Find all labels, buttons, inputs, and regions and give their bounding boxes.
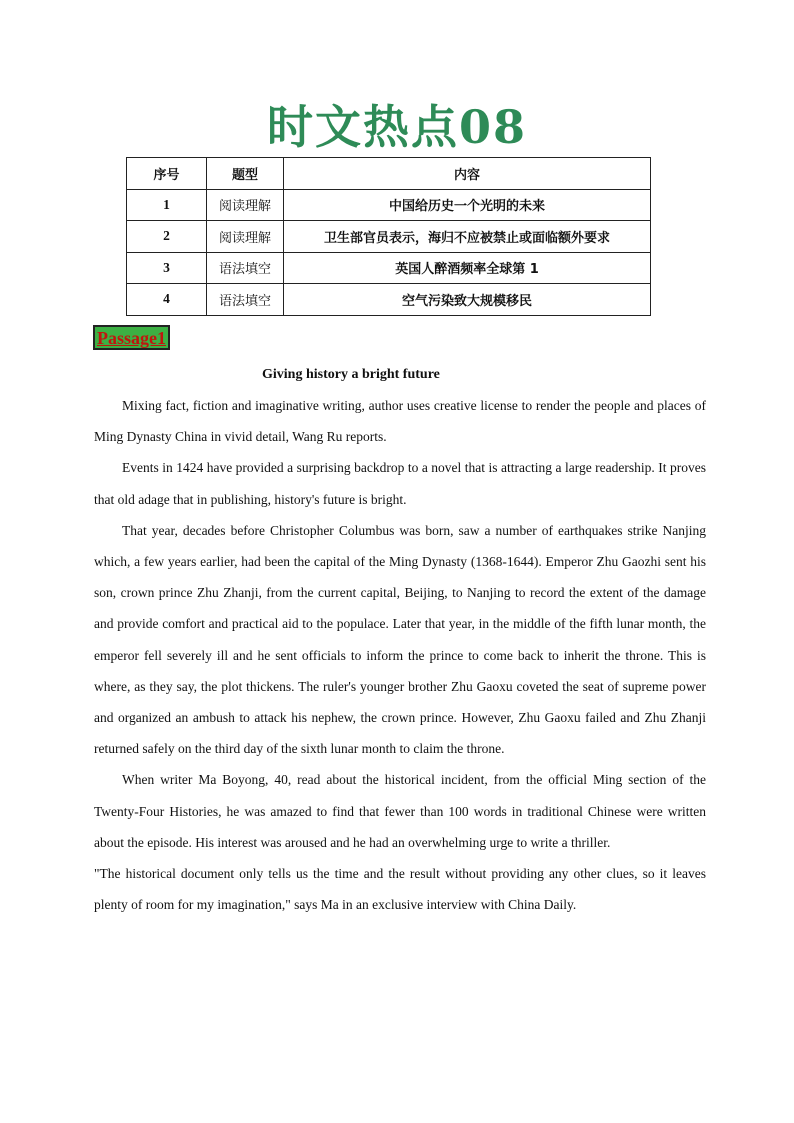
paragraph: "The historical document only tells us the time and the result without providing any other clues, so it leaves plenty of room for my imagination," says Ma in an exclusive interview with China Daily.	[94, 866, 706, 913]
row-content: 空气污染致大规模移民	[284, 284, 651, 316]
row-type: 阅读理解	[207, 221, 284, 253]
paragraph: Events in 1424 have provided a surprising backdrop to a novel that is attracting a large readership. It proves that old adage that in publishing, history's future is bright.	[94, 460, 706, 507]
header-num: 序号	[127, 158, 207, 190]
table-row	[127, 252, 651, 284]
row-content: 中国给历史一个光明的未来	[284, 189, 651, 221]
paragraph: When writer Ma Boyong, 40, read about the historical incident, from the official Ming section of the Twenty-Four Histories, he was amazed to find that fewer than 100 words in traditional Chinese were written about the episode. His interest was aroused and he had an overwhelming urge to write a thriller.	[94, 772, 706, 850]
row-num: 3	[127, 252, 207, 284]
table-row	[127, 284, 651, 316]
row-type: 语法填空	[207, 284, 284, 316]
contents-table	[126, 157, 651, 316]
row-type: 阅读理解	[207, 189, 284, 221]
row-num: 4	[127, 284, 207, 316]
passage-label: Passage1	[93, 325, 170, 350]
header-content: 内容	[284, 158, 651, 190]
table-row	[127, 189, 651, 221]
table-header-row	[127, 158, 651, 190]
row-content: 卫生部官员表示，海归不应被禁止或面临额外要求	[284, 221, 651, 253]
row-num: 1	[127, 189, 207, 221]
row-type: 语法填空	[207, 252, 284, 284]
article-title: Giving history a bright future	[262, 367, 440, 382]
page-title: 时文热点08	[266, 100, 527, 154]
row-content: 英国人醉酒频率全球第 1	[284, 252, 651, 284]
paragraph: That year, decades before Christopher Columbus was born, saw a number of earthquakes strike Nanjing which, a few years earlier, had been the capital of the Ming Dynasty (1368-1644). Emperor Zhu Gaozhi sent his son, crown prince Zhu Zhanji, from the current capital, Beijing, to Nanjing to record the extent of the damage and provide comfort and practical aid to the populace. Later that year, in the middle of the fifth lunar month, the emperor fell severely ill and he sent officials to inform the prince to come back to inherit the throne. This is where, as they say, the plot thickens. The ruler's younger brother Zhu Gaoxu coveted the seat of supreme power and organized an ambush to attack his nephew, the crown prince. However, Zhu Gaoxu failed and Zhu Zhanji returned safely on the third day of the sixth lunar month to claim the throne.	[94, 522, 706, 757]
row-num: 2	[127, 221, 207, 253]
table-row	[127, 221, 651, 253]
paragraph: Mixing fact, fiction and imaginative writing, author uses creative license to render the people and places of Ming Dynasty China in vivid detail, Wang Ru reports.	[94, 398, 706, 445]
article-body	[94, 390, 706, 920]
header-type: 题型	[207, 158, 284, 190]
